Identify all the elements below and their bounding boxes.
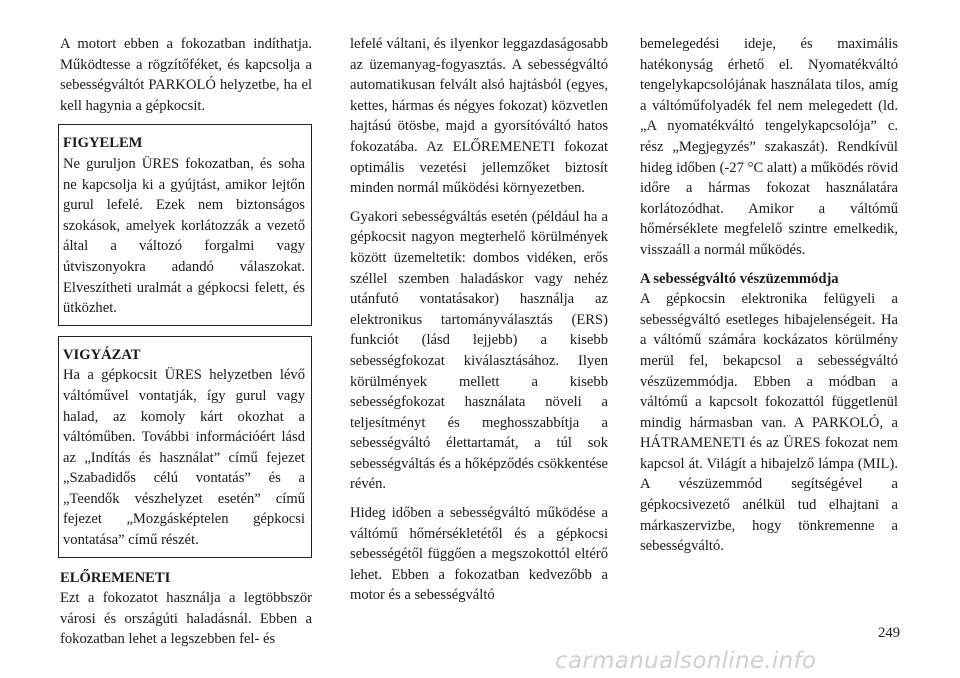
warning-text: Ne guruljon ÜRES fokozatban, és soha ne kapcsolja ki a gyújtást, amikor lejtőn gurul lefelé. Ezek nem biztonságos szokások, amelyek korlátozzák a vezető által a változó forgalmi vagy útviszonyokra adandó válaszokat. Elveszítheti uralmát a gépkocsi felett, és ütközhet. bbox=[63, 155, 305, 317]
column2-paragraph-1: lefelé váltani, és ilyenkor leggazdaságosabb az üzemanyag-fogyasztás. A sebességváltó automatikusan felvált alsó hajtásból (egyes, kettes, hármas és négyes fokozat) közvetlen hajtású ötösbe, majd a gyorsítóváltó hatos fokozatába. Az ELŐREMENETI fokozat optimális vezetési jellemzőket biztosít minden normál működési környezetben. bbox=[350, 36, 608, 197]
caution-text: Ha a gépkocsit ÜRES helyzetben lévő váltóművel vontatják, így gurul vagy halad, az komoly kárt okozhat a váltóműben. További információért lásd az „Indítás és használat” című fejezet „Szabadidős célú vontatás” és a „Teendők vészhelyzet esetén” című fejezet „Mozgásképtelen gépkocsi vontatása” című részét. bbox=[63, 367, 305, 549]
column2-paragraph-3: Hideg időben a sebességváltó működése a váltómű hőmérsékletétől és a gépkocsi sebességétől függően a megszokottól eltérő lehet. Ebben a fokozatban kedvezőbb a motor és a sebességváltó bbox=[350, 505, 608, 604]
column-1 bbox=[60, 34, 312, 650]
intro-paragraph: A motort ebben a fokozatban indíthatja. Működtesse a rögzítőféket, és kapcsolja a sebességváltót PARKOLÓ helyzetbe, ha el kell hagynia a gépkocsit. bbox=[60, 36, 312, 114]
column-2 bbox=[350, 34, 608, 606]
column3-paragraph-1: bemelegedési ideje, és maximális hatékonyság érhető el. Nyomatékváltó tengelykapcsolójának használata tilos, amíg a váltóműfolyadék fel nem melegedett (ld. „A nyomatékváltó tengelykapcsolója” c. rész „Megjegyzés” szakaszát). Rendkívül hideg időben (-27 °C alatt) a működés rövid időre a hármas fokozat használatára korlátozódhat. Amikor a váltómű hőmérséklete megfelelő szintre emelkedik, visszaáll a normál működés. bbox=[640, 36, 898, 258]
warning-box bbox=[58, 124, 312, 325]
limp-mode-heading: A sebességváltó vészüzemmódja bbox=[640, 270, 839, 287]
column2-paragraph-2: Gyakori sebességváltás esetén (például ha a gépkocsit nagyon megterhelő körülmények között üzemeltetik: dombos vidéken, erős széllel szemben haladáskor vagy nehéz utánfutó vontatásakor) használja az elektronikus tartományválasztás (ERS) funkciót (lásd lejjebb) a kisebb sebességfokozat kiválasztásához. Ilyen körülmények mellett a kisebb sebességfokozat használata növeli a teljesítményt és meghosszabbítja a sebességváltó élettartamát, a túl sok sebességváltás és a hőképződés csökkentése révén. bbox=[350, 208, 608, 493]
watermark: carmanualsonline.info bbox=[555, 648, 817, 674]
overdrive-heading: ELŐREMENETI bbox=[60, 569, 171, 586]
limp-mode-paragraph: A gépkocsin elektronika felügyeli a sebességváltó esetleges hibajelenségeit. Ha a váltómű számára kockázatos körülmény merül fel, bekapcsol a sebességváltó vészüzemmódja. Ebben a módban a váltómű a kapcsolt fokozattól függetlenül mindig hármasban van. A PARKOLÓ, a HÁTRAMENETI és az ÜRES fokozat nem kapcsol át. Világít a hibajelző lámpa (MIL). A vészüzemmód segítségével a gépkocsivezető anélkül tud elhajtani a márkaszervizbe, hogy tönkremenne a sebességváltó. bbox=[640, 291, 898, 555]
overdrive-paragraph: Ezt a fokozatot használja a legtöbbször városi és országúti haladásnál. Ebben a fokozatban lehet a legszebben fel- és bbox=[60, 590, 312, 648]
caution-box bbox=[58, 336, 312, 558]
page-number: 249 bbox=[878, 625, 900, 641]
caution-title: VIGYÁZAT bbox=[63, 346, 141, 363]
warning-title: FIGYELEM bbox=[63, 135, 143, 152]
column-3 bbox=[640, 34, 898, 557]
